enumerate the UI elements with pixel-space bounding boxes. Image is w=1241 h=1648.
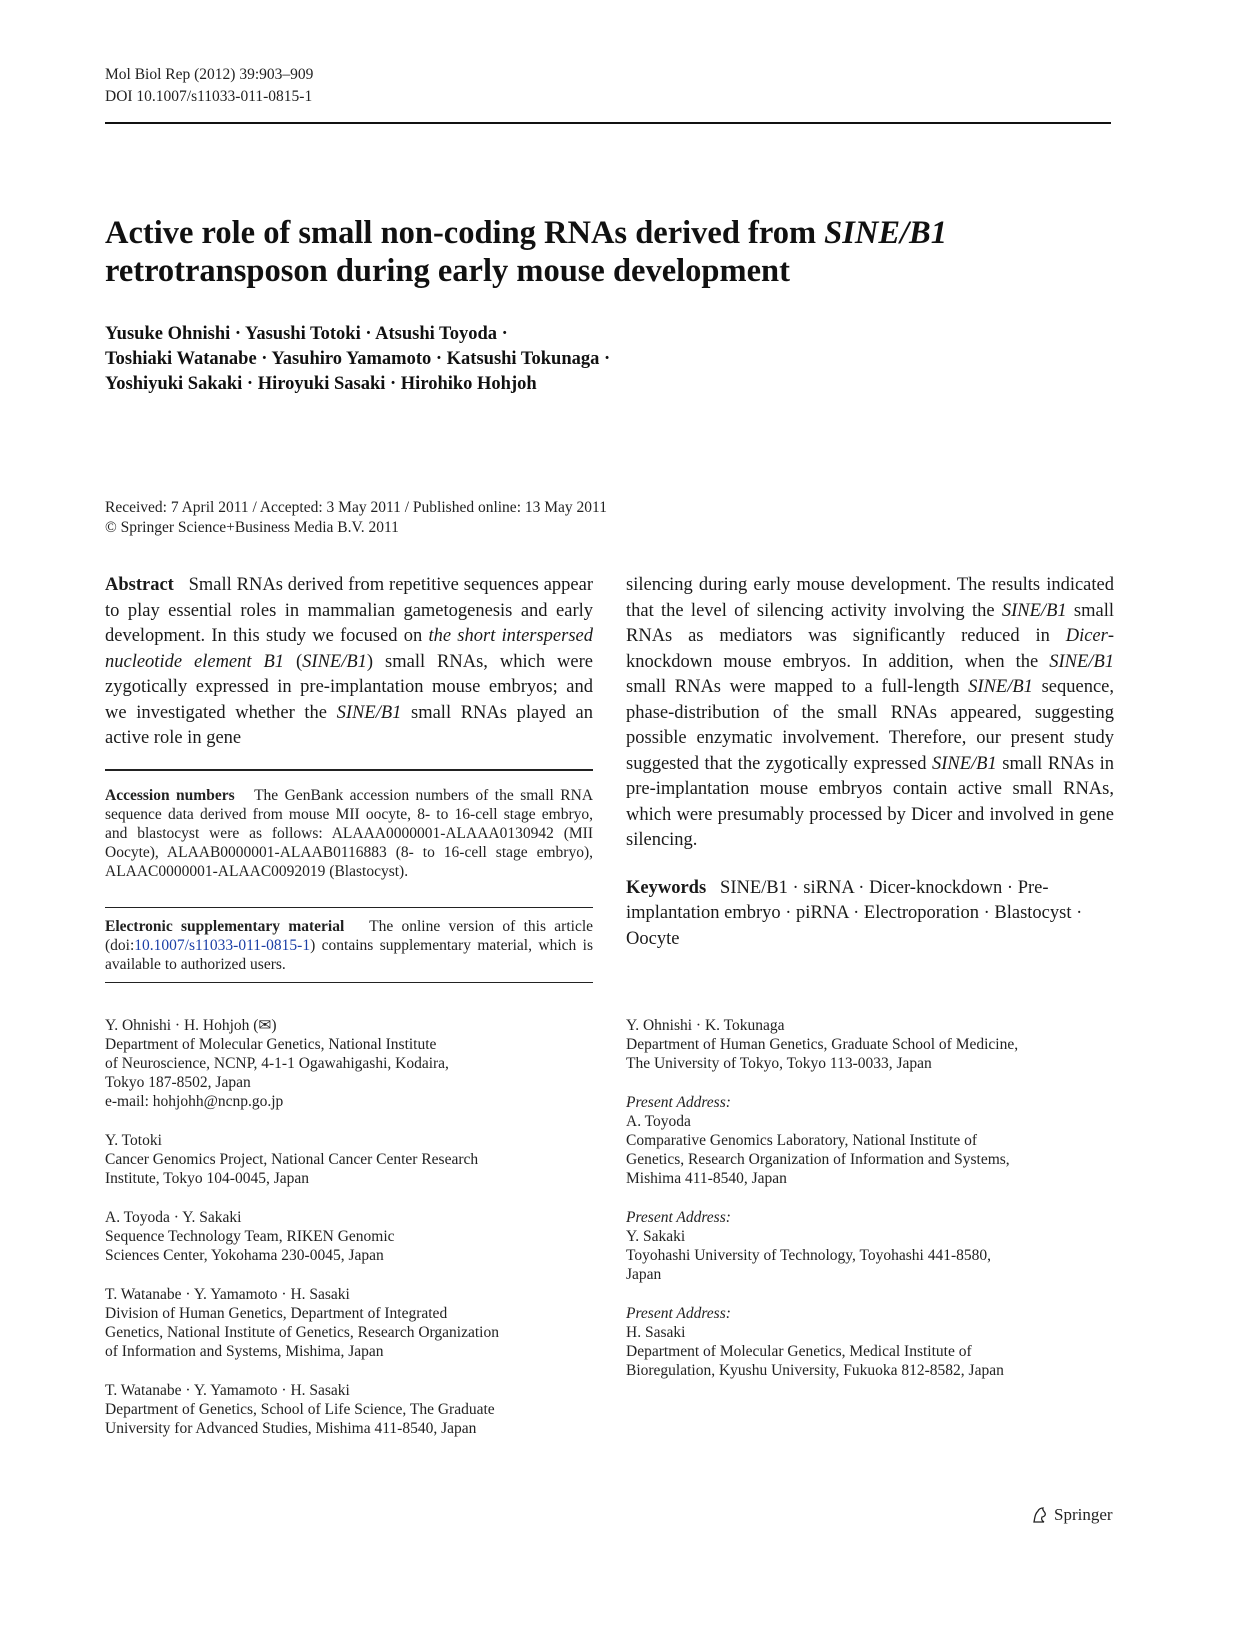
affiliation-line: Tokyo 187-8502, Japan bbox=[105, 1074, 251, 1091]
supplementary-note bbox=[105, 917, 593, 974]
springer-horse-icon bbox=[1030, 1505, 1050, 1525]
abstract-text-4: small RNAs played an active role in gene bbox=[105, 702, 593, 748]
doi-line: DOI 10.1007/s11033-011-0815-1 bbox=[105, 88, 313, 105]
abstract-left-column bbox=[105, 573, 593, 752]
accession-text: The GenBank accession numbers of the small RNA sequence data derived from mouse MII oocyte, 8- to 16-cell stage embryo, and blastocyst were as follows: ALAAA0000001-ALAAA0130942 (MII Oocyte), ALAAB0000001-ALAAB0116883 (8- to 16-cell stage embryo), ALAAC0000001-ALAAC0092019 (Blastocyst). bbox=[105, 787, 594, 880]
journal-citation: Mol Biol Rep (2012) 39:903–909 bbox=[105, 66, 314, 83]
affiliation-line: of Neuroscience, NCNP, 4-1-1 Ogawahigashi, Kodaira, bbox=[105, 1055, 449, 1072]
supplementary-text-1: The online version of this article (doi: bbox=[105, 918, 594, 954]
affiliation-line: Institute, Tokyo 104-0045, Japan bbox=[105, 1170, 309, 1187]
affiliation-line: Sciences Center, Yokohama 230-0045, Japan bbox=[105, 1247, 384, 1264]
affiliation-block bbox=[626, 1093, 1126, 1188]
abstract-continuation bbox=[626, 573, 1114, 854]
abstract-text-1: Small RNAs derived from repetitive sequences appear to play essential roles in mammalian gametogenesis and early development. In this study we focused on bbox=[105, 575, 593, 646]
abstract-cont-italic-2: Dicer bbox=[1065, 626, 1108, 646]
affiliation-line: University for Advanced Studies, Mishima 411-8540, Japan bbox=[105, 1420, 477, 1437]
affiliation-line: T. Watanabe · Y. Yamamoto · H. Sasaki bbox=[105, 1286, 350, 1303]
accession-note bbox=[105, 786, 593, 881]
footnote-rule bbox=[105, 769, 593, 771]
affiliation-block bbox=[105, 1208, 605, 1265]
abstract-italic-2: SINE/B1 bbox=[302, 651, 367, 672]
affiliation-line: Department of Human Genetics, Graduate School of Medicine, bbox=[626, 1036, 1019, 1053]
affiliation-line: Mishima 411-8540, Japan bbox=[626, 1170, 787, 1187]
authors-line-2: Toshiaki Watanabe · Yasuhiro Yamamoto · Katsushi Tokunaga · bbox=[105, 349, 611, 369]
abstract-cont-5: sequence, phase-distribution of the small RNAs appeared, suggesting possible enzymatic involvement. Therefore, our present study suggested that the zygotically expressed bbox=[626, 677, 1115, 774]
authors-line-3: Yoshiyuki Sakaki · Hiroyuki Sasaki · Hirohiko Hohjoh bbox=[105, 374, 537, 394]
article-title bbox=[105, 214, 1105, 290]
affiliation-line: A. Toyoda · Y. Sakaki bbox=[105, 1209, 242, 1226]
abstract-right-column bbox=[626, 573, 1114, 971]
present-address-heading: Present Address: bbox=[626, 1209, 731, 1226]
abstract-cont-3: -knockdown mouse embryos. In addition, when the bbox=[626, 626, 1114, 672]
affiliation-line: e-mail: hohjohh@ncnp.go.jp bbox=[105, 1093, 284, 1110]
abstract-italic-3: SINE/B1 bbox=[336, 702, 402, 723]
abstract-cont-4: small RNAs were mapped to a full-length bbox=[626, 677, 969, 697]
affiliation-block bbox=[105, 1381, 605, 1438]
affiliation-line: Y. Totoki bbox=[105, 1132, 162, 1149]
affiliation-line: H. Sasaki bbox=[626, 1324, 686, 1341]
dates-line: Received: 7 April 2011 / Accepted: 3 May 2011 / Published online: 13 May 2011 bbox=[105, 499, 607, 516]
affiliation-line: Y. Sakaki bbox=[626, 1228, 686, 1245]
abstract-cont-italic-4: SINE/B1 bbox=[968, 677, 1033, 697]
keywords-paragraph bbox=[626, 876, 1114, 953]
affiliation-line: T. Watanabe · Y. Yamamoto · H. Sasaki bbox=[105, 1382, 350, 1399]
abstract-cont-italic-5: SINE/B1 bbox=[931, 753, 997, 774]
affiliation-line: Department of Molecular Genetics, Medical Institute of bbox=[626, 1343, 972, 1360]
title-part1: Active role of small non-coding RNAs derived from bbox=[105, 215, 825, 251]
affiliation-line: Sequence Technology Team, RIKEN Genomic bbox=[105, 1228, 395, 1245]
affiliation-line: Department of Molecular Genetics, National Institute bbox=[105, 1036, 437, 1053]
abstract-cont-italic-3: SINE/B1 bbox=[1049, 651, 1114, 672]
springer-logo bbox=[1030, 1505, 1113, 1525]
affiliation-block bbox=[626, 1208, 1126, 1284]
affiliation-line: Bioregulation, Kyushu University, Fukuoka 812-8582, Japan bbox=[626, 1362, 1004, 1379]
abstract-italic-1: the short interspersed nucleotide element B1 bbox=[105, 626, 594, 672]
affiliation-line: Division of Human Genetics, Department of Integrated bbox=[105, 1305, 448, 1322]
supplementary-label: Electronic supplementary material bbox=[105, 918, 345, 935]
abstract-cont-1: silencing during early mouse development. The results indicated that the level of silencing activity involving the bbox=[626, 575, 1114, 621]
affiliation-block bbox=[105, 1131, 605, 1188]
affiliations-left bbox=[105, 1016, 605, 1458]
supplementary-rule bbox=[105, 982, 593, 983]
affiliation-line: The University of Tokyo, Tokyo 113-0033, Japan bbox=[626, 1055, 932, 1072]
keywords-text: SINE/B1 · siRNA · Dicer-knockdown · Pre-implantation embryo · piRNA · Electroporation · Blastocyst · Oocyte bbox=[626, 877, 1083, 949]
publication-dates bbox=[105, 498, 905, 538]
publisher-name: Springer bbox=[1054, 1505, 1113, 1524]
affiliation-block bbox=[105, 1016, 605, 1111]
affiliation-line: of Information and Systems, Mishima, Japan bbox=[105, 1343, 384, 1360]
title-line2: retrotransposon during early mouse development bbox=[105, 253, 790, 289]
affiliation-block bbox=[105, 1285, 605, 1361]
affiliation-line: A. Toyoda bbox=[626, 1113, 691, 1130]
affiliation-line: Genetics, National Institute of Genetics, Research Organization bbox=[105, 1324, 499, 1341]
affiliation-line: Japan bbox=[626, 1266, 662, 1283]
accession-rule bbox=[105, 907, 593, 908]
affiliations-right bbox=[626, 1016, 1126, 1400]
abstract-text-2: ( bbox=[284, 651, 303, 672]
affiliation-line: Toyohashi University of Technology, Toyohashi 441-8580, bbox=[626, 1247, 991, 1264]
affiliation-line: Y. Ohnishi · K. Tokunaga bbox=[626, 1017, 785, 1034]
supplementary-text-2: ) contains supplementary material, which is available to authorized users. bbox=[105, 937, 593, 973]
affiliation-block bbox=[626, 1304, 1126, 1380]
affiliation-line: Department of Genetics, School of Life Science, The Graduate bbox=[105, 1401, 495, 1418]
present-address-heading: Present Address: bbox=[626, 1305, 731, 1322]
header-rule bbox=[105, 122, 1111, 124]
abstract-cont-6: small RNAs in pre-implantation mouse embryos contain active small RNAs, which were presumably processed by Dicer and involved in gene silencing. bbox=[626, 753, 1114, 850]
title-italic: SINE/B1 bbox=[824, 215, 947, 251]
affiliation-line: Y. Ohnishi · H. Hohjoh (✉) bbox=[105, 1017, 277, 1034]
accession-label: Accession numbers bbox=[105, 787, 235, 804]
present-address-heading: Present Address: bbox=[626, 1094, 731, 1111]
abstract-paragraph bbox=[105, 573, 593, 752]
author-list bbox=[105, 322, 905, 397]
abstract-text-3: ) small RNAs, which were zygotically expressed in pre-implantation mouse embryos; and we investigated whether the bbox=[105, 651, 593, 723]
authors-line-1: Yusuke Ohnishi · Yasushi Totoki · Atsushi Toyoda · bbox=[105, 324, 508, 344]
affiliation-block bbox=[626, 1016, 1126, 1073]
abstract-cont-italic-1: SINE/B1 bbox=[1001, 600, 1067, 621]
affiliation-line: Comparative Genomics Laboratory, National Institute of bbox=[626, 1132, 978, 1149]
abstract-cont-2: small RNAs as mediators was significantly reduced in bbox=[626, 600, 1115, 646]
abstract-label: Abstract bbox=[105, 575, 174, 595]
affiliation-line: Genetics, Research Organization of Information and Systems, bbox=[626, 1151, 1010, 1168]
doi-link[interactable]: 10.1007/s11033-011-0815-1 bbox=[134, 937, 311, 954]
affiliation-line: Cancer Genomics Project, National Cancer Center Research bbox=[105, 1151, 479, 1168]
keywords-label: Keywords bbox=[626, 877, 707, 898]
copyright-line: © Springer Science+Business Media B.V. 2011 bbox=[105, 519, 399, 536]
